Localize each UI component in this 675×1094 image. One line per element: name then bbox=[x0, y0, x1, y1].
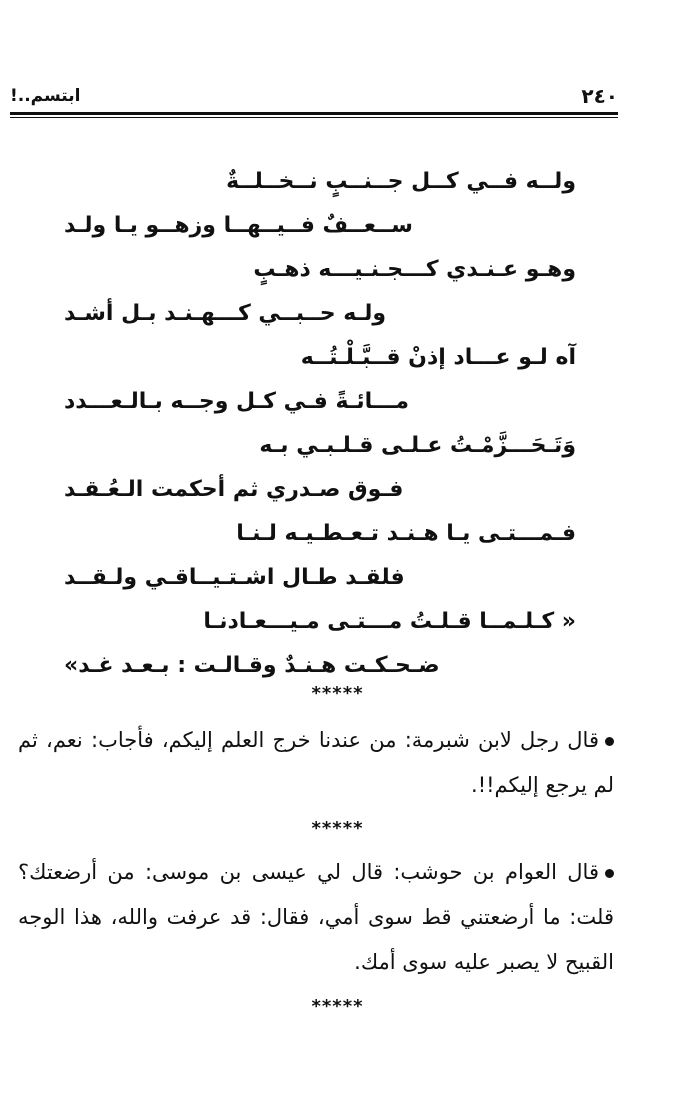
section-separator: ***** bbox=[311, 818, 364, 839]
poem-verse: ولـه حــبــي كـــهـنـد بـل أشـد bbox=[64, 301, 387, 326]
poem-verse: وَتَـحَـــزَّمْـتُ عـلـى قـلـبـي بـه bbox=[259, 433, 576, 458]
bullet-icon bbox=[605, 869, 614, 878]
poem-verse: ولــه فــي كــل جــنــبٍ نــخــلــةٌ bbox=[226, 169, 576, 194]
poem bbox=[40, 160, 576, 688]
anecdote-text: قال العوام بن حوشب: قال لي عيسى بن موسى: من أرضعتك؟ قلت: ما أرضعتني قط سوى أمي، فقال: قد عرفت والله، هذا الوجه القبيح لا يصبر عليه سوى أمك. bbox=[18, 860, 614, 974]
poem-verse: فلقـد طـال اشـتـيــاقـي ولـقــد bbox=[64, 565, 405, 590]
poem-verse: فـمـــتـى يـا هـنـد تـعـطـيـه لـنـا bbox=[236, 521, 576, 546]
poem-verse: ضـحـكـت هـنـدٌ وقـالـت : بـعـد غـد» bbox=[64, 653, 440, 678]
section-separator: ***** bbox=[311, 683, 364, 704]
anecdote-text: قال رجل لابن شبرمة: من عندنا خرج العلم إليكم، فأجاب: نعم، ثم لم يرجع إليكم!!. bbox=[18, 728, 614, 797]
header-rule-thin bbox=[10, 117, 618, 118]
poem-verse: فـوق صـدري ثم أحكمت الـعُـقـد bbox=[64, 477, 404, 502]
header-rule-thick bbox=[10, 112, 618, 115]
bullet-icon bbox=[605, 737, 614, 746]
running-title: ابتسم..! bbox=[10, 86, 81, 106]
section-separator: ***** bbox=[311, 996, 364, 1017]
poem-verse: ســعــفٌ فــيــهــا وزهــو يـا ولـد bbox=[64, 213, 413, 238]
page-number: ٢٤٠ bbox=[581, 84, 618, 108]
poem-verse: « كـلـمــا قـلـتُ مـــتـى مـيـــعـادنـا bbox=[203, 609, 576, 634]
poem-verse: مـــائـةً فـي كـل وجــه بـالـعـــدد bbox=[64, 389, 410, 414]
poem-verse: وهـو عـنـدي كـــجـنـيـــه ذهـبٍ bbox=[253, 257, 576, 282]
poem-verse: آه لـو عـــاد إذنْ قــبَّـلْـتُــه bbox=[300, 345, 576, 370]
anecdote-paragraph bbox=[18, 850, 614, 985]
anecdote-paragraph bbox=[18, 718, 614, 808]
page-header bbox=[10, 84, 618, 110]
